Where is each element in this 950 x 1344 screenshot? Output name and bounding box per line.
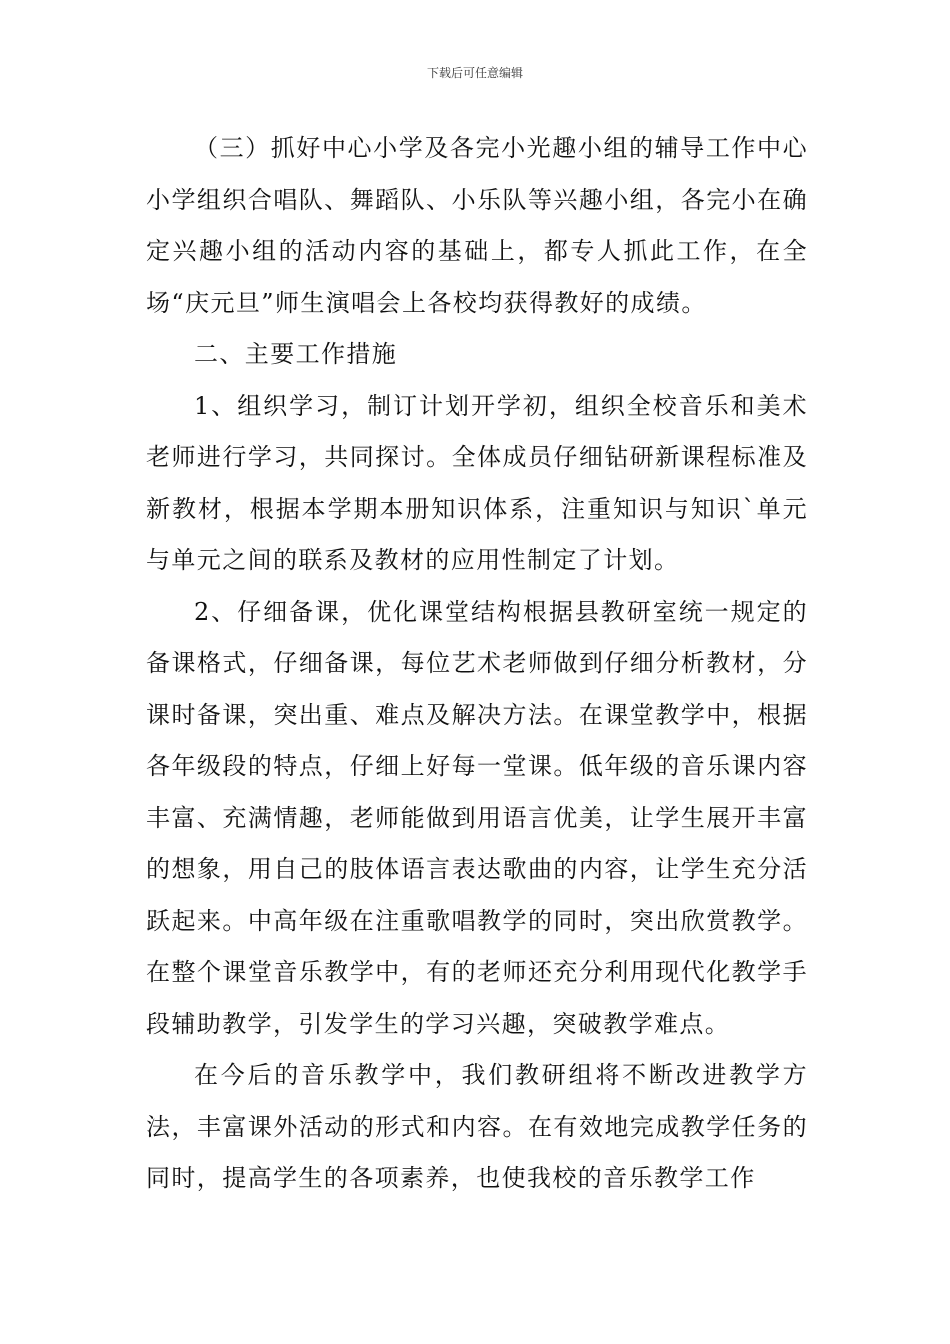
paragraph-future-outlook: 在今后的音乐教学中，我们教研组将不断改进教学方法，丰富课外活动的形式和内容。在有效地完成教学任务的同时，提高学生的各项素养，也使我校的音乐教学工作 (146, 1061, 808, 1192)
section-heading-measures: 二、主要工作措施 (194, 340, 398, 368)
paragraph-lesson-preparation: 2、仔细备课，优化课堂结构根据县教研室统一规定的备课格式，仔细备课，每位艺术老师做到仔细分析教材，分课时备课，突出重、难点及解决方法。在课堂教学中，根据各年级段的特点，仔细上好每一堂课。低年级的音乐课内容丰富、充满情趣，老师能做到用语言优美，让学生展开丰富的想象，用自己的肢体语言表达歌曲的内容，让学生充分活跃起来。中高年级在注重歌唱教学的同时，突出欣赏教学。在整个课堂音乐教学中，有的老师还充分利用现代化教学手段辅助教学，引发学生的学习兴趣，突破教学难点。 (146, 597, 808, 1038)
paragraph-study-planning: 1、组织学习，制订计划开学初，组织全校音乐和美术老师进行学习，共同探讨。全体成员仔细钻研新课程标准及新教材，根据本学期本册知识体系，注重知识与知识`单元与单元之间的联系及教材的应用性制定了计划。 (146, 391, 808, 574)
paragraph-interest-groups: （三）抓好中心小学及各完小光趣小组的辅导工作中心小学组织合唱队、舞蹈队、小乐队等兴趣小组，各完小在确定兴趣小组的活动内容的基础上，都专人抓此工作，在全场“庆元旦”师生演唱会上各校均获得教好的成绩。 (146, 134, 808, 317)
page-header: 下载后可任意编辑 (426, 66, 523, 80)
document-body (146, 123, 808, 1205)
